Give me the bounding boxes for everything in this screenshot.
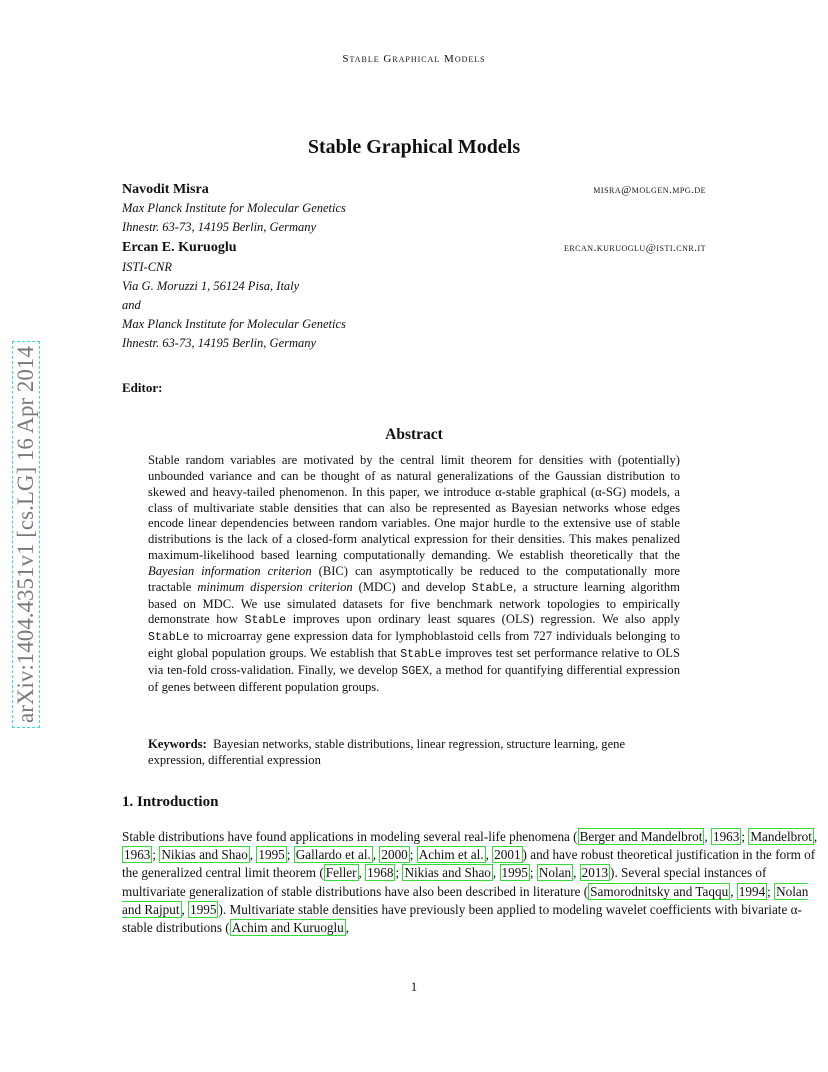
page-number: 1 — [410, 980, 418, 994]
citation-link[interactable]: 1995 — [501, 865, 528, 881]
affiliation-line: Max Planck Institute for Molecular Genetics — [122, 317, 346, 331]
author-email[interactable]: misra@molgen.mpg.de — [593, 184, 706, 196]
editor-label: Editor: — [122, 380, 163, 395]
citation-link[interactable]: Nolan and Rajput — [122, 883, 809, 917]
citation-link[interactable]: Achim and Kuruoglu — [231, 920, 344, 936]
citation-link[interactable]: 1995 — [258, 847, 285, 863]
keywords-label: Keywords: — [148, 737, 207, 751]
algorithm-name: StabLe — [400, 648, 442, 662]
citation-link[interactable]: 1994 — [738, 883, 766, 899]
citation-link[interactable]: Gallardo et al. — [295, 847, 371, 863]
affiliation-line: ISTI-CNR — [122, 260, 172, 274]
affiliation-line: Max Planck Institute for Molecular Genetics — [122, 201, 346, 215]
affiliation-line: Ihnestr. 63-73, 14195 Berlin, Germany — [122, 220, 317, 234]
author-name: Navodit Misra — [122, 182, 209, 197]
affiliation-line: Ihnestr. 63-73, 14195 Berlin, Germany — [122, 336, 317, 350]
keywords-text: Bayesian networks, stable distributions, linear regression, structure learning, gene expression, differential expression — [148, 737, 626, 767]
citation-link[interactable]: Berger and Mandelbrot — [579, 829, 703, 844]
keywords — [148, 736, 680, 768]
term-mdc: minimum dispersion criterion — [197, 579, 353, 594]
term-bic: Bayesian information criterion — [148, 563, 312, 578]
citation-link[interactable]: 2001 — [494, 847, 521, 863]
citation-link[interactable]: 2013 — [581, 865, 609, 881]
citation-link[interactable]: Nolan — [538, 865, 572, 881]
citation-link[interactable]: 1995 — [190, 901, 217, 917]
citation-link[interactable]: 1963 — [124, 847, 151, 863]
abstract-heading: Abstract — [385, 426, 443, 443]
running-head: Stable Graphical Models — [342, 53, 486, 65]
citation-link[interactable]: 1963 — [712, 829, 740, 844]
citation-link[interactable]: 2000 — [381, 847, 408, 863]
citation-link[interactable]: Feller — [325, 865, 357, 881]
citation-link[interactable]: Achim et al. — [418, 847, 484, 863]
author-affiliation — [122, 199, 346, 237]
intro-paragraph: Stable distributions have found applications in modeling several real-life phenomena ( Berger and Mandelbrot , 1963 ; Mandelbrot , 1963 ; Nikias and Shao , 1995 ; Gallardo et al. , 2000 ; Achim et al. , 2001 ) and have robust theoretical justification in the form of the generalized central limit theorem ( Feller , 1968 ; Nikias and Shao , 1995 ; Nolan , 2013 ). Several special instances of multivariate generalization of stable distributions have also been described in literature ( Samorodnitsky and Taqqu , 1994 ; Nolan and Rajput , 1995 ). Multivariate stable densities have previously been applied to modeling wavelet coefficients with bivariate α-stable distributions ( Achim and Kuruoglu , — [122, 829, 818, 936]
author-email[interactable]: ercan.kuruoglu@isti.cnr.it — [563, 242, 706, 254]
algorithm-name: StabLe — [471, 581, 514, 595]
arxiv-stamp[interactable]: arXiv:1404.4351v1 [cs.LG] 16 Apr 2014 — [12, 341, 40, 728]
citation-link[interactable]: Samorodnitsky and Taqqu — [590, 883, 729, 899]
citation-link[interactable]: Nikias and Shao — [404, 865, 491, 881]
method-name: SGEX — [401, 664, 430, 678]
abstract-text: Stable random variables are motivated by the central limit theorem for densities with (potentially) unbounded variance and can be thought of as natural generalizations of the Gaussian distribution to skewed and heavy-tailed phenomenon. In this paper, we introduce α-stable graphical (α-SG) models, a class of multivariate stable densities that can also be represented as Bayesian networks whose edges encode linear dependencies between random variables. One major hurdle to the extensive use of stable distributions is the lack of a closed-form analytical expression for their densities. This makes penalized maximum-likelihood based learning computationally demanding. We establish theoretically that the Bayesian information criterion (BIC) can asymptotically be reduced to the computationally more tractable minimum dispersion criterion (MDC) and develop StabLe, a structure learning algorithm based on MDC. We use simulated datasets for five benchmark network topologies to empirically demonstrate how StabLe improves upon ordinary least squares (OLS) regression. We also apply StabLe to microarray gene expression data for lymphoblastoid cells from 727 individuals belonging to eight global population groups. We establish that StabLe improves test set performance relative to OLS via ten-fold cross-validation. Finally, we develop SGEX, a method for quantifying differential expression of genes between different population groups. — [148, 453, 681, 694]
paper-title: Stable Graphical Models — [307, 136, 521, 158]
author-affiliation — [122, 258, 346, 353]
citation-link[interactable]: Mandelbrot — [750, 829, 812, 844]
algorithm-name: StabLe — [148, 631, 190, 645]
section-heading: 1. Introduction — [122, 794, 219, 810]
algorithm-name: StabLe — [244, 614, 287, 628]
citation-link[interactable]: Nikias and Shao — [161, 847, 248, 863]
affiliation-line: and — [122, 298, 141, 312]
citation-link[interactable]: 1968 — [367, 865, 394, 881]
affiliation-line: Via G. Moruzzi 1, 56124 Pisa, Italy — [122, 279, 300, 293]
author-name: Ercan E. Kuruoglu — [122, 240, 237, 255]
